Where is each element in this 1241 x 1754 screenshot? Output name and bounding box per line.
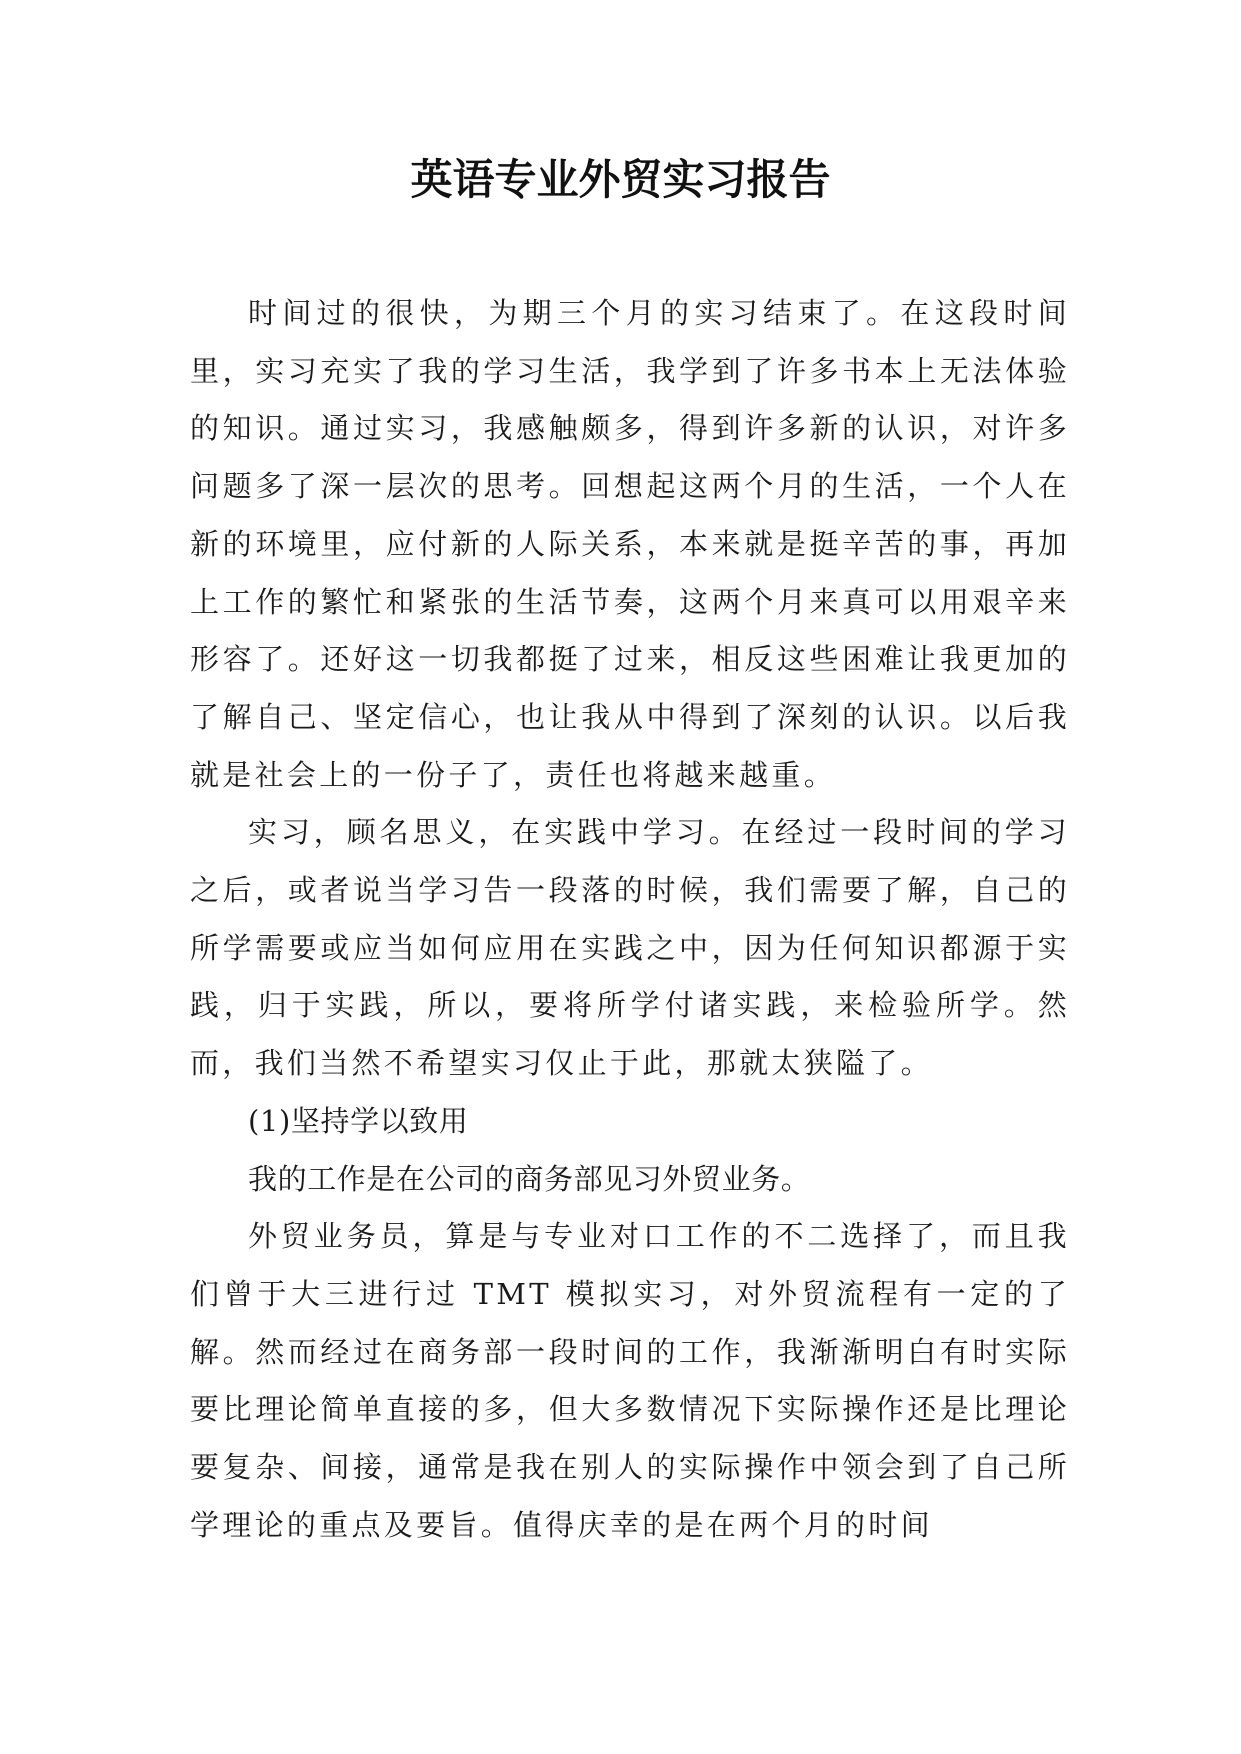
section-heading: (1)坚持学以致用 — [248, 1103, 469, 1138]
document-title: 英语专业外贸实习报告 — [410, 155, 831, 204]
paragraph-2: 实习，顾名思义，在实践中学习。在经过一段时间的学习之后，或者说当学习告一段落的时候，我们需要了解，自己的所学需要或应当如何应用在实践之中，因为任何知识都源于实践，归于实践，所以，要将所学付诸实践，来检验所学。然而，我们当然不希望实习仅止于此，那就太狭隘了。 — [190, 815, 1070, 1081]
paragraph-1: 时间过的很快，为期三个月的实习结束了。在这段时间里，实习充实了我的学习生活，我学到了许多书本上无法体验的知识。通过实习，我感触颇多，得到许多新的认识，对许多问题多了深一层次的思考。回想起这两个月的生活，一个人在新的环境里，应付新的人际关系，本来就是挺辛苦的事，再加上工作的繁忙和紧张的生活节奏，这两个月来真可以用艰辛来形容了。还好这一切我都挺了过来，相反这些困难让我更加的了解自己、坚定信心，也让我从中得到了深刻的认识。以后我就是社会上的一份子了，责任也将越来越重。 — [190, 296, 1070, 792]
document-body — [190, 285, 1070, 1554]
paragraph-3: 我的工作是在公司的商务部见习外贸业务。 — [248, 1161, 811, 1196]
paragraph-4: 外贸业务员，算是与专业对口工作的不二选择了，而且我们曾于大三进行过 TMT 模拟实习，对外贸流程有一定的了解。然而经过在商务部一段时间的工作，我渐渐明白有时实际要比理论简单直接的多，但大多数情况下实际操作还是比理论要复杂、间接，通常是我在别人的实际操作中领会到了自己所学理论的重点及要旨。值得庆幸的是在两个月的时间 — [190, 1219, 1070, 1542]
